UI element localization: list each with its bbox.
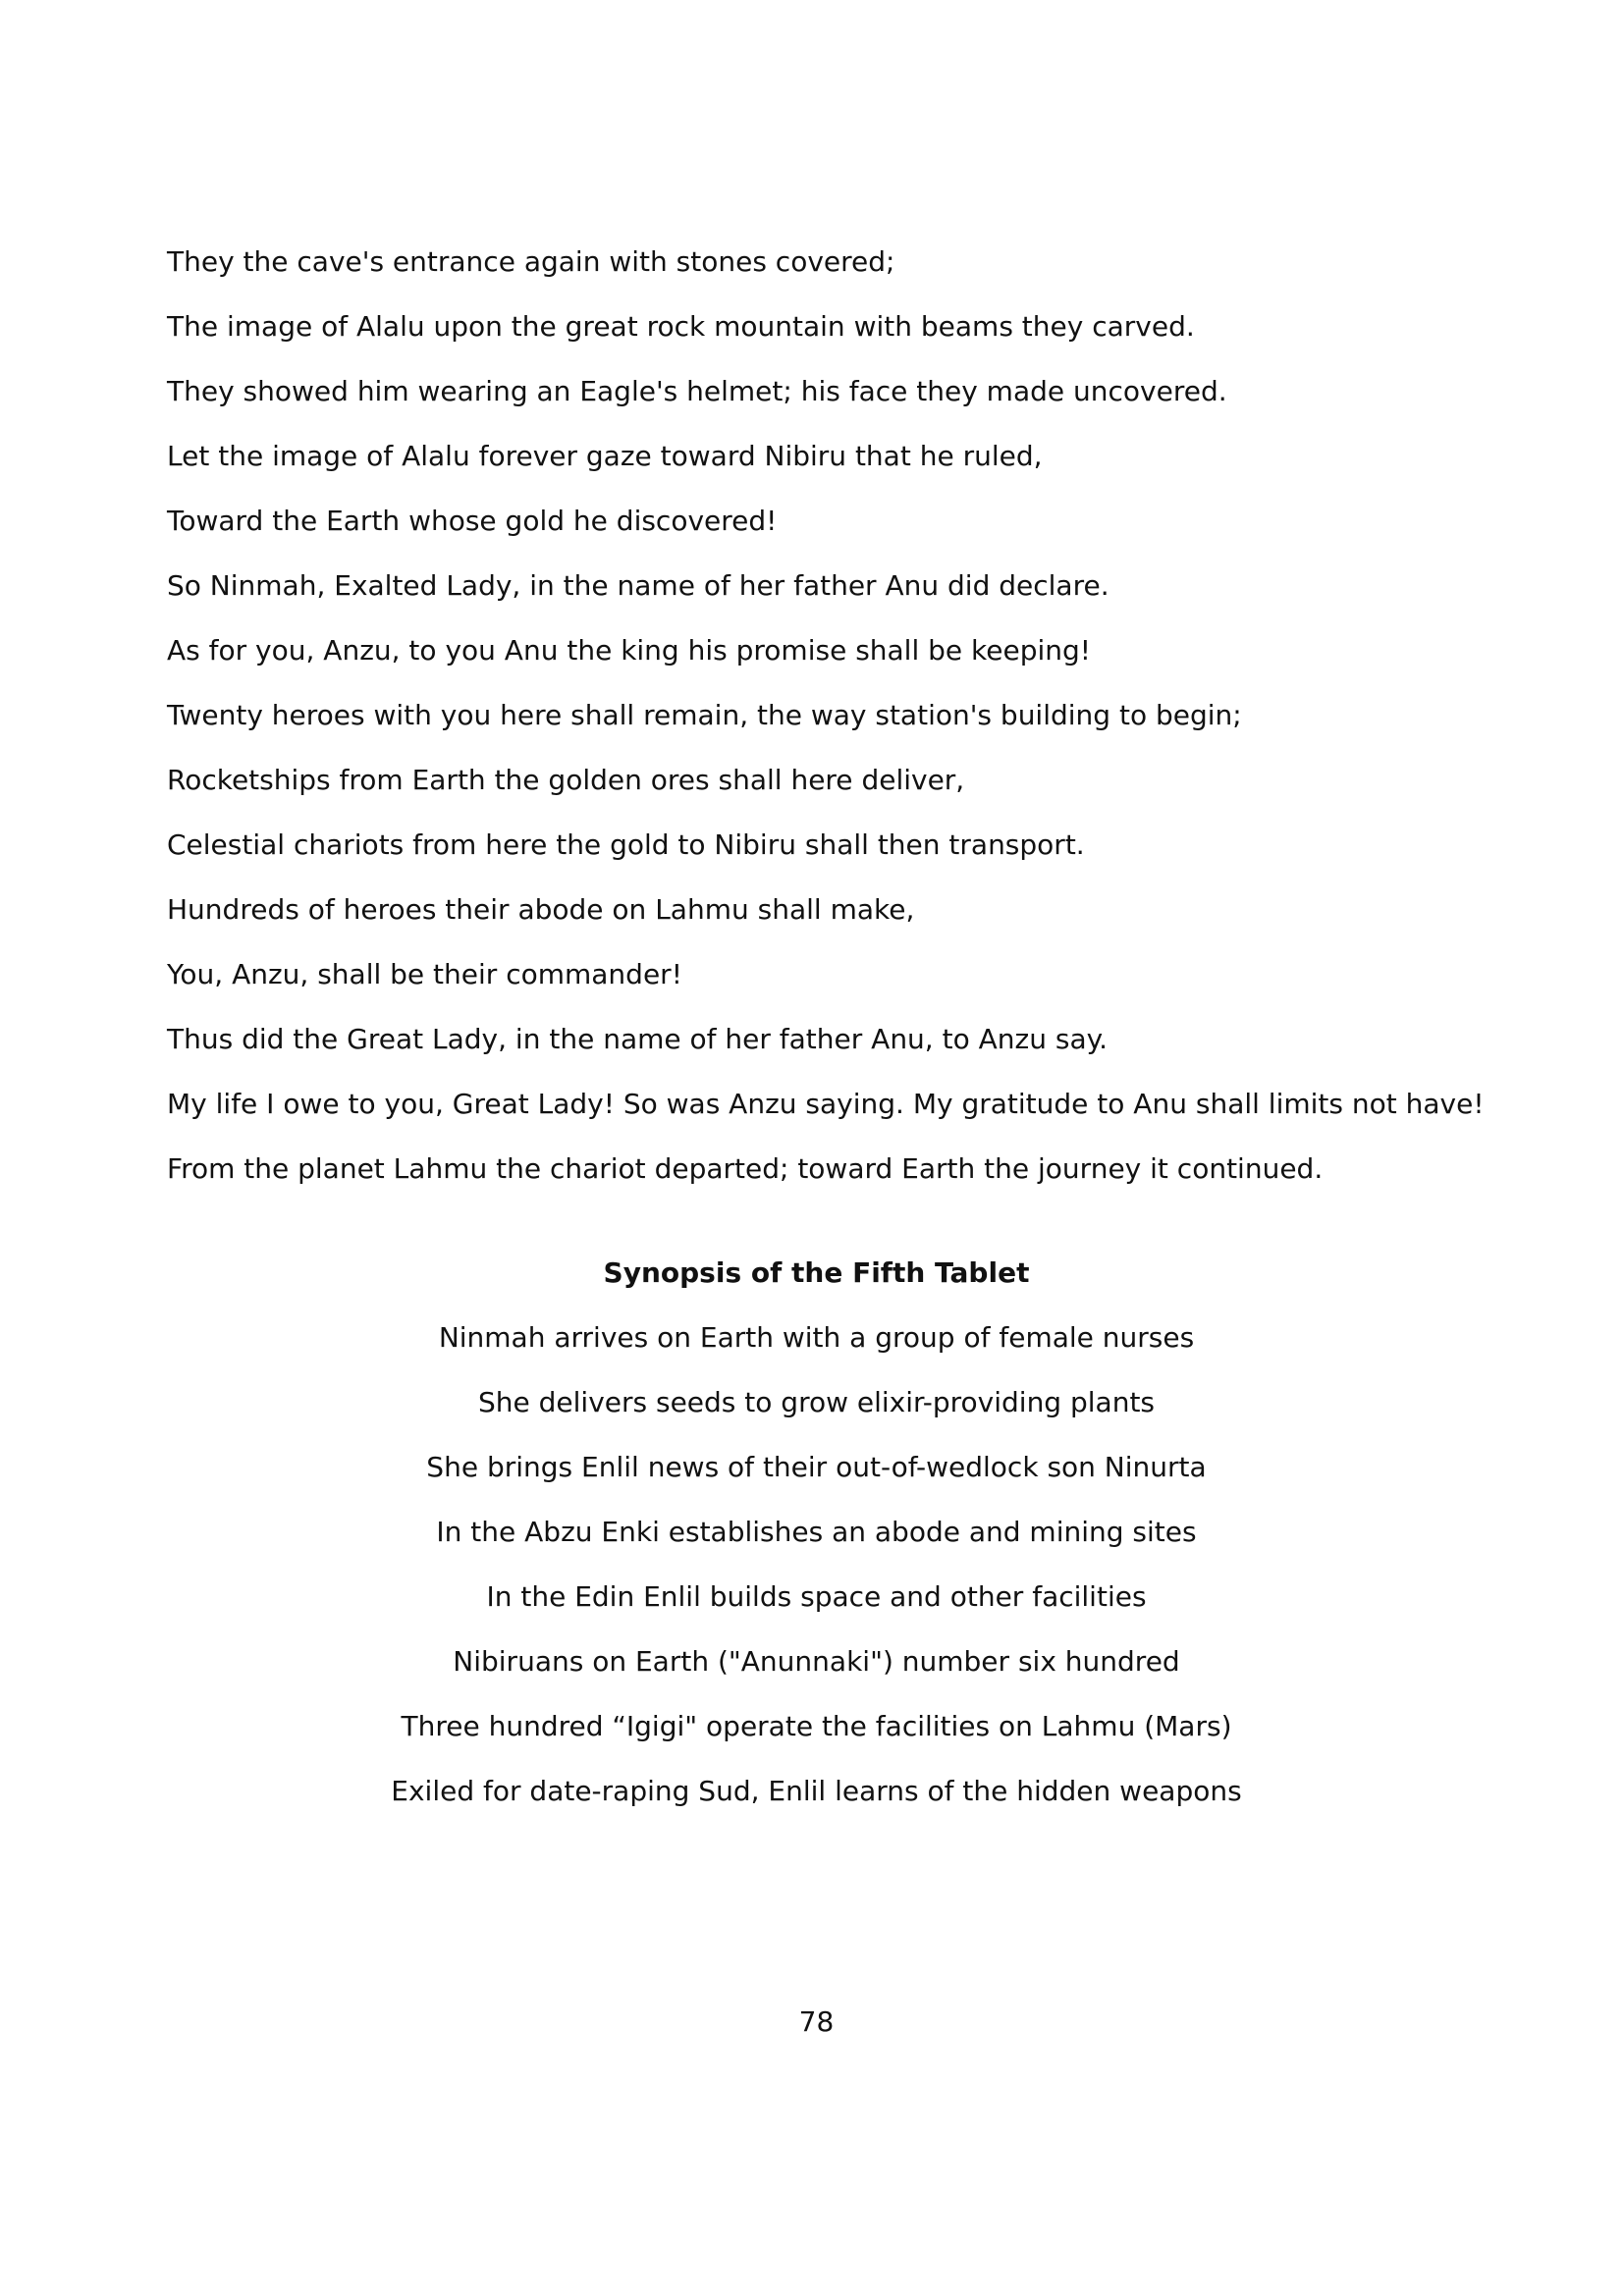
synopsis-title: Synopsis of the Fifth Tablet: [603, 1256, 1030, 1289]
synopsis-item: She delivers seeds to grow elixir-providing plants: [477, 1386, 1156, 1418]
synopsis-item: Three hundred “Igigi" operate the facilities on Lahmu (Mars): [401, 1710, 1232, 1742]
verse-line: Toward the Earth whose gold he discovered!: [167, 505, 778, 537]
verse-line: Hundreds of heroes their abode on Lahmu shall make,: [167, 893, 915, 926]
verse-line: As for you, Anzu, to you Anu the king his promise shall be keeping!: [167, 634, 1092, 667]
verse-line: Rocketships from Earth the golden ores shall here deliver,: [167, 764, 965, 796]
synopsis-section: [0, 1256, 1623, 1840]
verse-line: Celestial chariots from here the gold to Nibiru shall then transport.: [167, 828, 1085, 861]
verse-line: You, Anzu, shall be their commander!: [167, 958, 682, 990]
synopsis-item: In the Edin Enlil builds space and other facilities: [486, 1580, 1147, 1613]
page-number: 78: [798, 2005, 835, 2038]
synopsis-item: She brings Enlil news of their out-of-wedlock son Ninurta: [426, 1451, 1207, 1483]
verse-line: They showed him wearing an Eagle's helmet; his face they made uncovered.: [167, 375, 1227, 407]
verse-line: Let the image of Alalu forever gaze toward Nibiru that he ruled,: [167, 440, 1043, 472]
verse-line: Twenty heroes with you here shall remain, the way station's building to begin;: [167, 699, 1242, 731]
verse-line: They the cave's entrance again with stones covered;: [167, 245, 895, 278]
verse-line: So Ninmah, Exalted Lady, in the name of her father Anu did declare.: [167, 569, 1109, 602]
verse-block: [167, 245, 1542, 1217]
verse-line: The image of Alalu upon the great rock mountain with beams they carved.: [167, 310, 1195, 343]
verse-line: My life I owe to you, Great Lady! So was Anzu saying. My gratitude to Anu shall limits not have!: [167, 1088, 1485, 1120]
verse-line: Thus did the Great Lady, in the name of her father Anu, to Anzu say.: [167, 1023, 1109, 1055]
verse-line: From the planet Lahmu the chariot departed; toward Earth the journey it continued.: [167, 1152, 1324, 1185]
synopsis-item: Nibiruans on Earth ("Anunnaki") number six hundred: [453, 1645, 1180, 1678]
synopsis-item: Ninmah arrives on Earth with a group of female nurses: [438, 1321, 1195, 1354]
synopsis-item: Exiled for date-raping Sud, Enlil learns of the hidden weapons: [391, 1775, 1242, 1807]
synopsis-item: In the Abzu Enki establishes an abode and mining sites: [436, 1516, 1197, 1548]
